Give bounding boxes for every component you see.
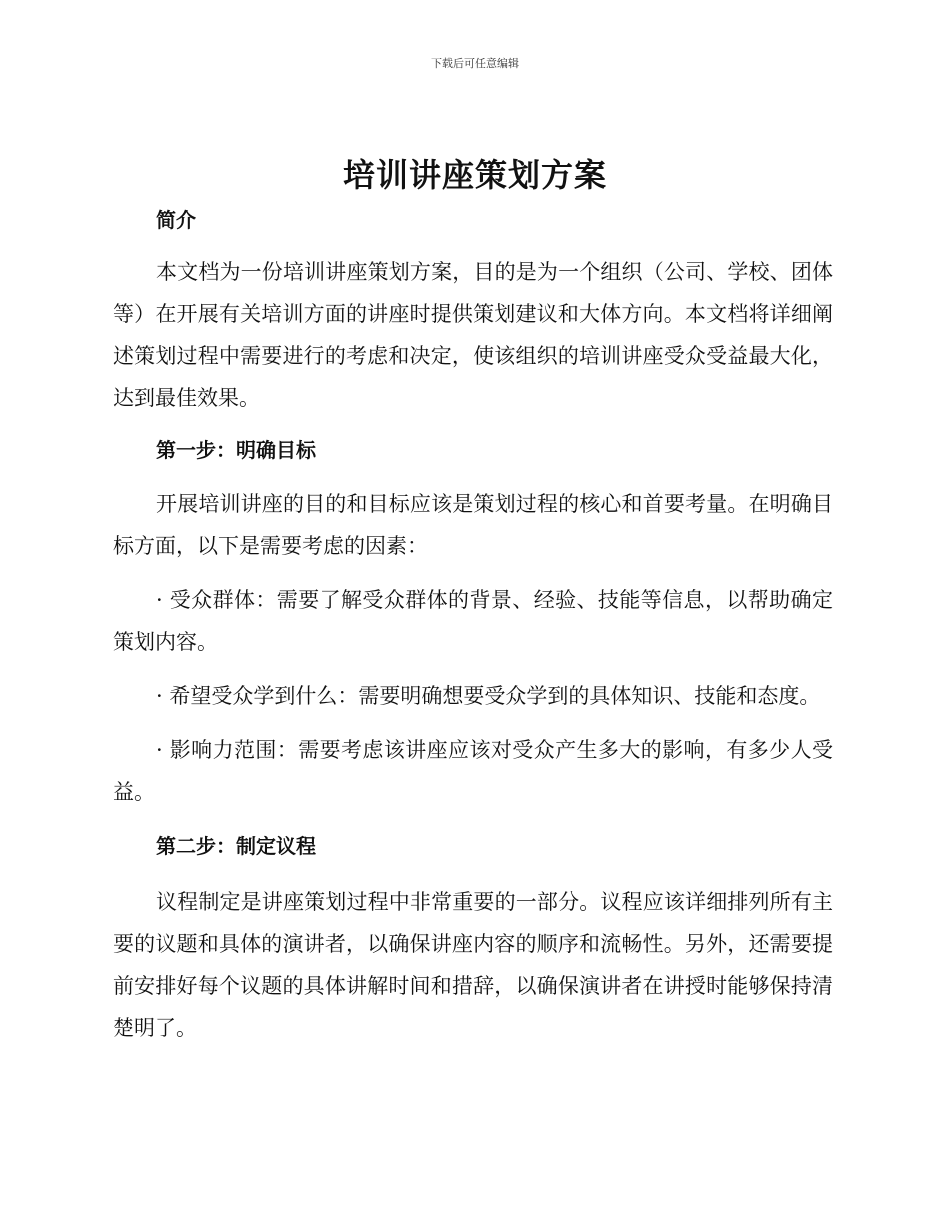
step1-heading: 第一步：明确目标 [156, 438, 316, 462]
intro-paragraph: 本文档为一份培训讲座策划方案，目的是为一个组织（公司、学校、团体等）在开展有关培训方面的讲座时提供策划建议和大体方向。本文档将详细阐述策划过程中需要进行的考虑和决定，使该组织的培训讲座受众受益最大化，达到最佳效果。 [113, 260, 833, 410]
step2-heading: 第二步：制定议程 [156, 834, 316, 858]
document-title: 培训讲座策划方案 [342, 156, 607, 194]
document-body [113, 205, 833, 1049]
step1-bullet-audience: · 受众群体：需要了解受众群体的背景、经验、技能等信息，以帮助确定策划内容。 [113, 588, 833, 654]
step1-paragraph: 开展培训讲座的目的和目标应该是策划过程的核心和首要考量。在明确目标方面，以下是需要考虑的因素： [113, 492, 833, 558]
step1-bullet-impact: · 影响力范围：需要考虑该讲座应该对受众产生多大的影响，有多少人受益。 [113, 738, 833, 804]
step2-paragraph: 议程制定是讲座策划过程中非常重要的一部分。议程应该详细排列所有主要的议题和具体的演讲者，以确保讲座内容的顺序和流畅性。另外，还需要提前安排好每个议题的具体讲解时间和措辞，以确保演讲者在讲授时能够保持清楚明了。 [113, 890, 833, 1040]
intro-heading: 简介 [156, 208, 196, 232]
header-note: 下载后可任意编辑 [431, 57, 519, 70]
step1-bullet-learning: · 希望受众学到什么：需要明确想要受众学到的具体知识、技能和态度。 [156, 684, 821, 708]
